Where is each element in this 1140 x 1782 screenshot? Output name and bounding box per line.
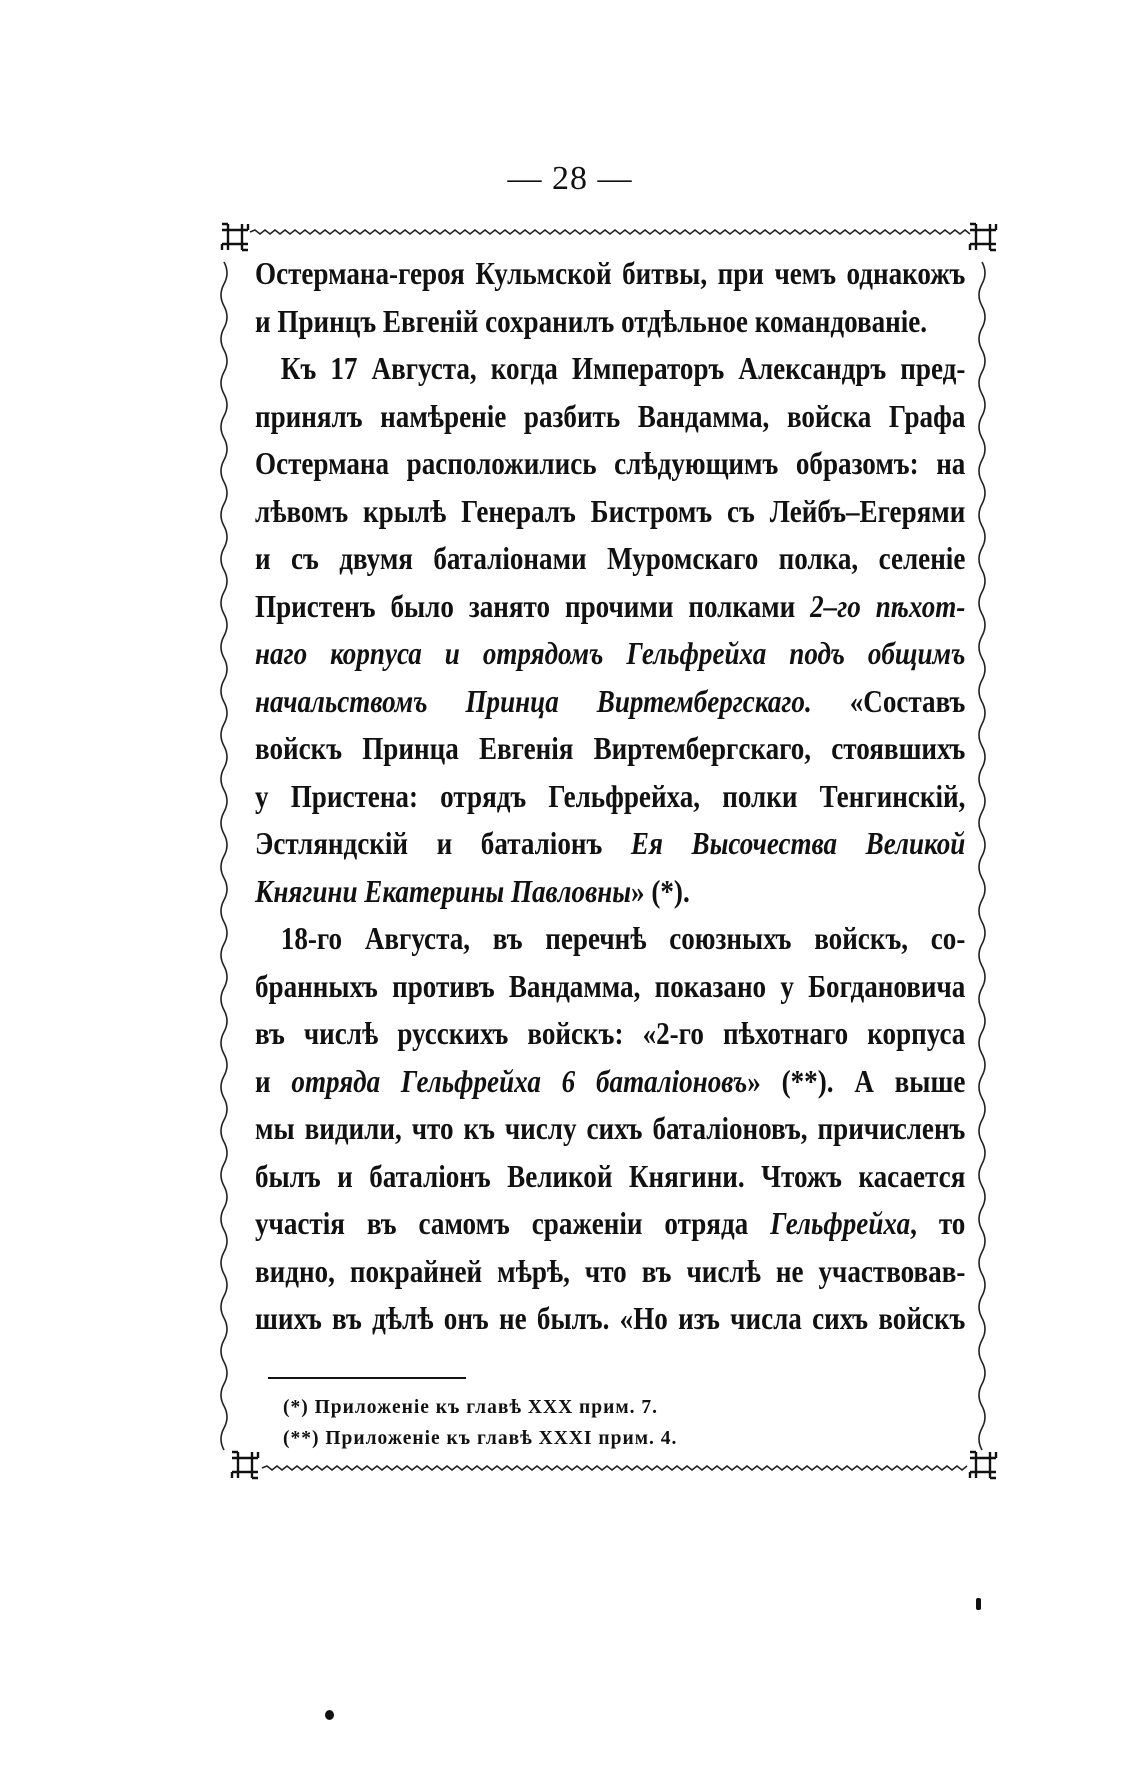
text-run: участія въ самомъ сраженіи отряда xyxy=(255,1206,771,1241)
text-run: Остермана-героя Кульмской битвы, при чемъ однакожъ xyxy=(255,256,966,291)
text-line xyxy=(255,440,965,488)
text-line xyxy=(255,1105,965,1153)
text-run: видно, покрайней мѣрѣ, что въ числѣ не участвовав- xyxy=(255,1253,966,1289)
text-line xyxy=(255,868,965,916)
italic-run: Ея Высочества Великой xyxy=(630,826,966,861)
text-run: у Пристена: отрядъ Гельфрейха, полки Тенгинскій, xyxy=(255,778,966,814)
ink-speck xyxy=(976,1598,981,1610)
text-line xyxy=(255,298,965,346)
text-run: Пристенъ было занято прочими полками xyxy=(255,588,811,624)
text-run: лѣвомъ крылѣ Генералъ Бистромъ съ Лейбъ–Егерями xyxy=(255,493,966,529)
text-run: » (**). А выше xyxy=(747,1063,966,1099)
text-run: бранныхъ противъ Вандамма, показано у Богдановича xyxy=(255,968,966,1004)
text-line xyxy=(255,535,965,583)
text-line xyxy=(255,393,965,441)
text-run: » (*). xyxy=(631,873,690,909)
text-line xyxy=(255,1200,965,1248)
text-run: мы видили, что къ числу сихъ баталіоновъ, причисленъ xyxy=(255,1111,966,1146)
text-run: , то xyxy=(910,1206,966,1241)
text-run: войскъ Принца Евгенія Виртембергскаго, стоявшихъ xyxy=(255,731,966,766)
italic-run: начальствомъ Принца Виртембергскаго. xyxy=(255,683,812,719)
italic-run: 2–го пѣхот- xyxy=(810,588,966,624)
footnote: (*) Приложеніе къ главѣ XXX прим. 7. xyxy=(283,1397,659,1418)
ink-speck xyxy=(325,1710,334,1720)
corner-ornament-bottom-right-icon xyxy=(966,1448,1000,1482)
text-line xyxy=(255,1248,965,1296)
text-line xyxy=(255,345,965,393)
text-run: и Принцъ Евгеній сохранилъ отдѣльное командованіе. xyxy=(255,303,928,339)
text-line xyxy=(255,1153,965,1201)
corner-ornament-bottom-left-icon xyxy=(228,1448,262,1482)
text-line xyxy=(255,725,965,773)
text-run: «Составъ xyxy=(811,683,966,719)
text-line xyxy=(255,1010,965,1058)
page-number: — 28 — xyxy=(507,160,633,197)
text-run: и xyxy=(255,1063,292,1099)
text-run: и съ двумя баталіонами Муромскаго полка, селеніе xyxy=(255,541,966,576)
text-line xyxy=(255,1058,965,1106)
text-line xyxy=(255,678,965,726)
corner-ornament-top-right-icon xyxy=(966,220,1000,254)
footnote-divider xyxy=(268,1377,466,1379)
text-line xyxy=(255,915,965,963)
italic-run: отряда Гельфрейха 6 баталіоновъ xyxy=(291,1063,748,1099)
body-text xyxy=(255,250,966,1343)
text-run: въ числѣ русскихъ войскъ: «2-го пѣхотнаго корпуса xyxy=(255,1016,966,1051)
text-run: Эстляндскій и баталіонъ xyxy=(255,826,631,861)
text-run: былъ и баталіонъ Великой Княгини. Чтожъ касается xyxy=(255,1158,966,1194)
text-line xyxy=(255,773,965,821)
text-line xyxy=(255,488,965,536)
text-line xyxy=(255,250,965,298)
text-run: 18-го Августа, въ перечнѣ союзныхъ войскъ, со- xyxy=(280,921,966,956)
text-line xyxy=(255,583,965,631)
italic-run: наго корпуса и отрядомъ Гельфрейха подъ общимъ xyxy=(255,636,966,671)
footnotes xyxy=(283,1392,677,1454)
italic-run: Гельфрейха xyxy=(770,1206,911,1241)
text-run: Къ 17 Августа, когда Императоръ Александръ пред- xyxy=(280,351,966,386)
italic-run: Княгини Екатерины Павловны xyxy=(255,873,632,909)
text-run: Остермана расположились слѣдующимъ образомъ: на xyxy=(255,446,966,481)
text-line xyxy=(255,820,965,868)
text-run: принялъ намѣреніе разбить Вандамма, войска Графа xyxy=(255,398,966,434)
text-line xyxy=(255,1295,965,1343)
footnote: (**) Приложеніе къ главѣ XXXI прим. 4. xyxy=(283,1428,678,1449)
text-run: шихъ въ дѣлѣ онъ не былъ. «Но изъ числа сихъ войскъ xyxy=(255,1301,966,1336)
text-line xyxy=(255,963,965,1011)
corner-ornament-top-left-icon xyxy=(218,220,252,254)
text-line xyxy=(255,630,965,678)
